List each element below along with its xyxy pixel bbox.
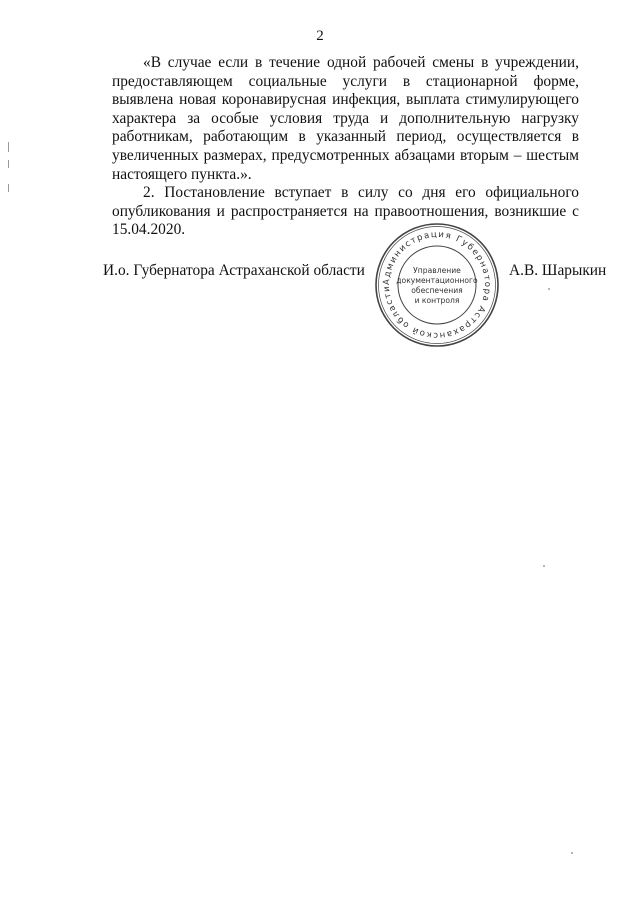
document-body (112, 54, 579, 240)
signatory-name: А.В. Шарыкин (509, 262, 607, 279)
seal-graphic (374, 222, 500, 348)
paragraph-effective-date: 2. Постановление вступает в силу со дня его официального опубликования и распространяется на правоотношения, возникшие с 15.04.2020. (112, 184, 579, 239)
seal-inner-line-1: Управление (413, 266, 461, 275)
page-number: 2 (316, 28, 324, 44)
seal-inner-line-2: документационного (396, 276, 478, 285)
scan-margin-mark (8, 184, 9, 192)
seal-inner-ring (398, 246, 476, 324)
scan-speck (543, 565, 545, 567)
signatory-position: И.о. Губернатора Астраханской области (103, 262, 365, 279)
scan-speck (548, 288, 550, 290)
seal-outer-ring (376, 224, 498, 346)
scan-speck (571, 852, 573, 854)
seal-inner-line-3: обеспечения (411, 286, 463, 295)
seal-inner-line-4: и контроля (414, 296, 460, 305)
seal-outer-ring-inner-line (379, 227, 496, 344)
scan-margin-mark (8, 142, 9, 152)
scan-margin-mark (8, 160, 9, 168)
official-seal (374, 222, 500, 348)
paragraph-amendment-quote: «В случае если в течение одной рабочей смены в учреждении, предоставляющем социальные услуги в стационарной форме, выявлена новая коронавирусная инфекция, выплата стимулирующего характера за особые условия труда и дополнительную нагрузку работникам, работающим в указанный период, осуществляется в увеличенных размерах, предусмотренных абзацами вторым – шестым настоящего пункта.». (112, 54, 579, 183)
seal-ring-textpath: Администрация Губернатора Астраханской области (381, 229, 493, 341)
